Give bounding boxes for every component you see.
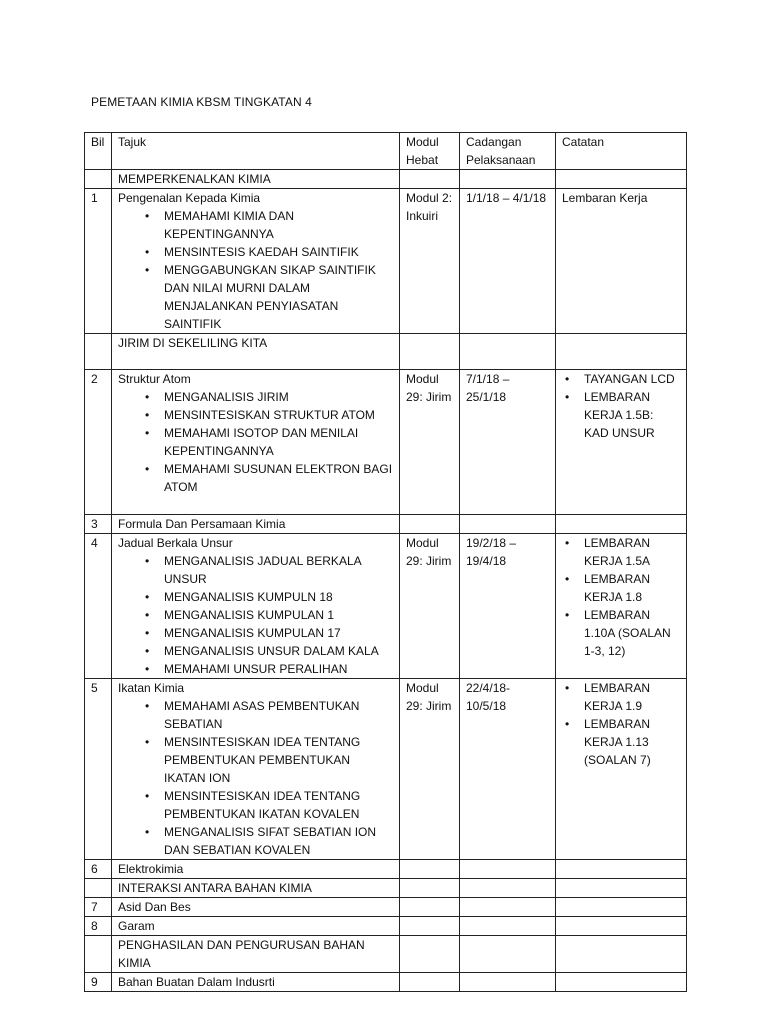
section-row — [85, 879, 687, 898]
table-row — [85, 370, 687, 515]
list-item: • MEMAHAMI ASAS PEMBENTUKAN SEBATIAN — [164, 697, 393, 733]
list-item: • MENGANALISIS SIFAT SEBATIAN ION DAN SEBATIAN KOVALEN — [164, 823, 393, 859]
topic-cell — [112, 370, 400, 515]
section-row — [85, 170, 687, 189]
modul-cell: Modul 29: Jirim — [400, 679, 460, 860]
list-item: • LEMBARAN KERJA 1.8 — [584, 570, 680, 606]
list-item: • MENSINTESISKAN STRUKTUR ATOM — [164, 406, 393, 424]
list-item: • MEMAHAMI SUSUNAN ELEKTRON BAGI ATOM — [164, 460, 393, 496]
row-number: 5 — [85, 679, 112, 860]
list-item: • MEMAHAMI ISOTOP DAN MENILAI KEPENTINGANNYA — [164, 424, 393, 460]
topic-title: Pengenalan Kepada Kimia — [118, 191, 261, 205]
table-row — [85, 679, 687, 860]
header-row — [85, 133, 687, 170]
topic-points — [118, 388, 393, 496]
notes-list — [562, 679, 680, 769]
list-item: • MENGANALISIS UNSUR DALAM KALA — [164, 642, 393, 660]
row-number: 8 — [85, 917, 112, 936]
topic-points — [118, 552, 393, 678]
topic-title: Asid Dan Bes — [112, 898, 400, 917]
modul-cell: Modul 2: Inkuiri — [400, 189, 460, 334]
topic-cell — [112, 679, 400, 860]
row-number: 6 — [85, 860, 112, 879]
list-item: • LEMBARAN 1.10A (SOALAN 1-3, 12) — [584, 606, 680, 660]
date-cell: 1/1/18 – 4/1/18 — [460, 189, 556, 334]
notes-cell — [556, 534, 687, 679]
row-number: 2 — [85, 370, 112, 515]
list-item: • MENSINTESISKAN IDEA TENTANG PEMBENTUKAN IKATAN KOVALEN — [164, 787, 393, 823]
row-number: 4 — [85, 534, 112, 679]
table-row — [85, 917, 687, 936]
header-modul: Modul Hebat — [400, 133, 460, 170]
table-row — [85, 860, 687, 879]
table-row — [85, 898, 687, 917]
list-item: • LEMBARAN KERJA 1.13 (SOALAN 7) — [584, 715, 680, 769]
table-row — [85, 534, 687, 679]
topic-points — [118, 697, 393, 859]
date-cell: 7/1/18 – 25/1/18 — [460, 370, 556, 515]
row-number: 3 — [85, 515, 112, 534]
row-number: 1 — [85, 189, 112, 334]
list-item: • LEMBARAN KERJA 1.5A — [584, 534, 680, 570]
notes-cell — [556, 679, 687, 860]
page-title: PEMETAAN KIMIA KBSM TINGKATAN 4 — [91, 95, 312, 109]
list-item: • MEMAHAMI KIMIA DAN KEPENTINGANNYA — [164, 207, 393, 243]
row-number: 9 — [85, 973, 112, 992]
notes-list — [562, 534, 680, 660]
topic-points — [118, 207, 393, 333]
header-tajuk: Tajuk — [112, 133, 400, 170]
table-row — [85, 189, 687, 334]
topic-title: Ikatan Kimia — [118, 681, 185, 695]
date-cell: 19/2/18 – 19/4/18 — [460, 534, 556, 679]
row-number: 7 — [85, 898, 112, 917]
topic-title: Bahan Buatan Dalam Indusrti — [112, 973, 400, 992]
header-catatan: Catatan — [556, 133, 687, 170]
section-title: INTERAKSI ANTARA BAHAN KIMIA — [112, 879, 400, 898]
section-title: MEMPERKENALKAN KIMIA — [112, 170, 400, 189]
list-item: • LEMBARAN KERJA 1.9 — [584, 679, 680, 715]
section-row — [85, 936, 687, 973]
section-title: JIRIM DI SEKELILING KITA — [112, 334, 400, 370]
list-item: • LEMBARAN KERJA 1.5B: KAD UNSUR — [584, 388, 680, 442]
topic-title: Struktur Atom — [118, 372, 191, 386]
notes-cell — [556, 370, 687, 515]
table-row — [85, 515, 687, 534]
list-item: • MENSINTESISKAN IDEA TENTANG PEMBENTUKAN PEMBENTUKAN IKATAN ION — [164, 733, 393, 787]
header-bil: Bil — [85, 133, 112, 170]
date-cell: 22/4/18- 10/5/18 — [460, 679, 556, 860]
section-row — [85, 334, 687, 370]
list-item: • MENGANALISIS JADUAL BERKALA UNSUR — [164, 552, 393, 588]
notes-cell: Lembaran Kerja — [556, 189, 687, 334]
list-item: • MENGGABUNGKAN SIKAP SAINTIFIK DAN NILAI MURNI DALAM MENJALANKAN PENYIASATAN SAINTIFIK — [164, 261, 393, 333]
topic-title: Garam — [112, 917, 400, 936]
section-title: PENGHASILAN DAN PENGURUSAN BAHAN KIMIA — [112, 936, 400, 973]
list-item: • MENGANALISIS KUMPULAN 17 — [164, 624, 393, 642]
list-item: • MENGANALISIS KUMPULN 18 — [164, 588, 393, 606]
list-item: • MEMAHAMI UNSUR PERALIHAN — [164, 660, 393, 678]
topic-title: Jadual Berkala Unsur — [118, 536, 233, 550]
topic-title: Elektrokimia — [112, 860, 400, 879]
modul-cell: Modul 29: Jirim — [400, 370, 460, 515]
list-item: • MENGANALISIS JIRIM — [164, 388, 393, 406]
header-cadangan: Cadangan Pelaksanaan — [460, 133, 556, 170]
modul-cell: Modul 29: Jirim — [400, 534, 460, 679]
table-row — [85, 973, 687, 992]
topic-cell — [112, 189, 400, 334]
topic-cell — [112, 534, 400, 679]
list-item: • MENSINTESIS KAEDAH SAINTIFIK — [164, 243, 393, 261]
list-item: • TAYANGAN LCD — [584, 370, 680, 388]
syllabus-table — [84, 132, 687, 992]
list-item: • MENGANALISIS KUMPULAN 1 — [164, 606, 393, 624]
notes-list — [562, 370, 680, 442]
topic-title: Formula Dan Persamaan Kimia — [112, 515, 400, 534]
